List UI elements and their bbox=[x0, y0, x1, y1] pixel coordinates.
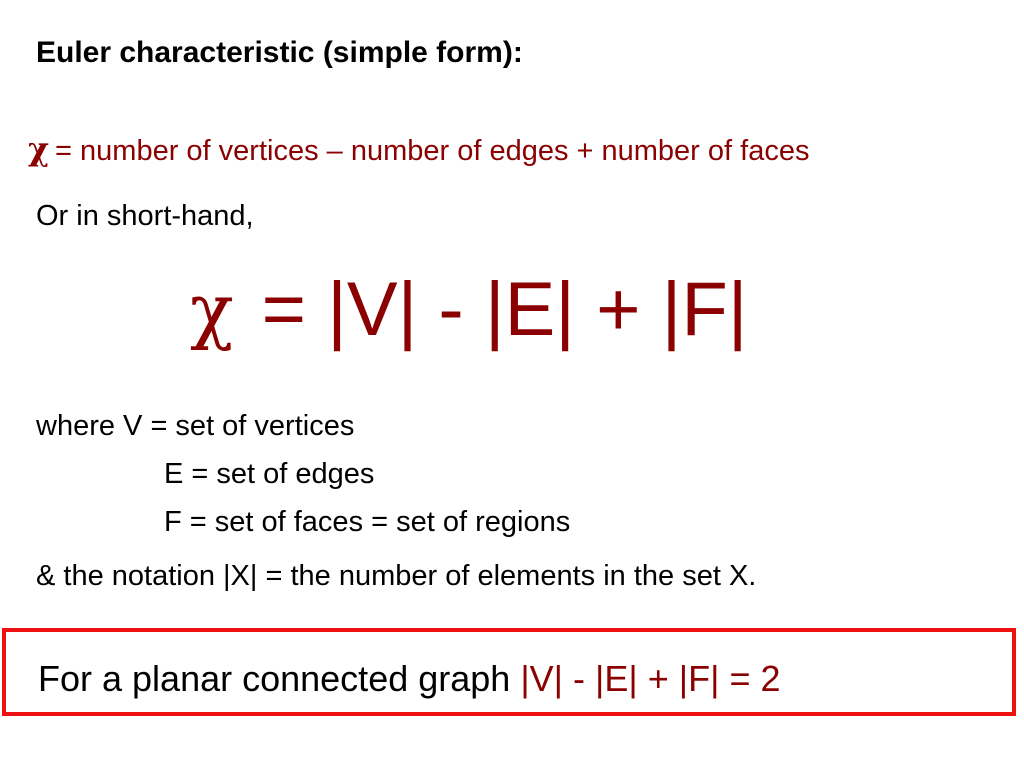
notation-explanation: & the notation |X| = the number of elements in the set X. bbox=[36, 560, 757, 592]
where-line-vertices: where V = set of vertices bbox=[36, 410, 355, 442]
planar-graph-result-box bbox=[2, 628, 1016, 716]
planar-graph-result bbox=[38, 658, 781, 700]
definition-text: = number of vertices – number of edges + number of faces bbox=[55, 135, 810, 167]
result-formula: |V| - |E| + |F| = 2 bbox=[520, 658, 781, 699]
shorthand-formula bbox=[190, 267, 748, 352]
where-line-faces: F = set of faces = set of regions bbox=[164, 506, 571, 538]
chi-symbol: χ bbox=[28, 130, 50, 168]
where-definitions bbox=[36, 402, 570, 546]
where-line-edges: E = set of edges bbox=[164, 458, 375, 490]
slide-title: Euler characteristic (simple form): bbox=[36, 36, 523, 69]
euler-definition bbox=[28, 130, 809, 168]
result-prefix: For a planar connected graph bbox=[38, 658, 521, 699]
formula-expression: = |V| - |E| + |F| bbox=[261, 267, 748, 352]
shorthand-intro: Or in short-hand, bbox=[36, 200, 254, 232]
chi-symbol-large: χ bbox=[190, 268, 234, 352]
